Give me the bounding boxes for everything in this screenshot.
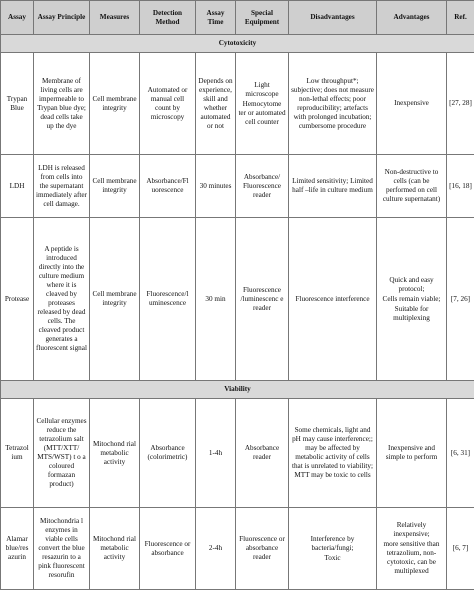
disadvantages-cell bbox=[289, 218, 377, 381]
disadvantages-line: Some chemicals, light and pH may cause interference;; may be affected by metabolic activity of cells that is unrelated to viability; MTT may be toxic to cells bbox=[291, 426, 374, 479]
disadvantages-line: Limited sensitivity; Limited half –life in culture medium bbox=[292, 177, 373, 194]
equipment-cell bbox=[236, 508, 289, 590]
disadvantages-line: Toxic bbox=[324, 553, 341, 562]
principle-cell: A peptide is introduced directly into the culture medium where it is cleaved by proteases released by dead cells. The cleaved product generates a fluorescent signal bbox=[34, 218, 90, 381]
advantages-line: Quick and easy protocol; bbox=[389, 275, 434, 293]
header-detection: Detection Method bbox=[140, 1, 196, 35]
ref-cell: [27, 28] bbox=[447, 53, 474, 155]
equipment-line: Fluorescence or absorbance reader bbox=[239, 535, 285, 561]
assay-cell: Trypan Blue bbox=[1, 53, 34, 155]
header-assay: Assay bbox=[1, 1, 34, 35]
ref-cell: [7, 26] bbox=[447, 218, 474, 381]
header-advantages: Advantages bbox=[377, 1, 447, 35]
time-cell: 2-4h bbox=[196, 508, 236, 590]
principle-cell: Cellular enzymes reduce the tetrazolium salt (MTT/XTT/ MTS/WST) t o a coloured formazan product) bbox=[34, 399, 90, 508]
disadvantages-cell bbox=[289, 53, 377, 155]
measures-cell: Mitochond rial metabolic activity bbox=[90, 508, 140, 590]
ref-cell: [16, 18] bbox=[447, 155, 474, 218]
equipment-line: Hemocytome ter or automated cell counter bbox=[238, 99, 286, 126]
advantages-line: Relatively inexpensive; bbox=[393, 521, 430, 538]
detection-cell: Automated or manual cell count by microscopy bbox=[140, 53, 196, 155]
advantages-cell bbox=[377, 399, 447, 508]
equipment-cell bbox=[236, 155, 289, 218]
time-cell: Depends on experience, skill and whether automated or not bbox=[196, 53, 236, 155]
equipment-line: Absorbance/ Fluorescence reader bbox=[243, 172, 281, 199]
principle-cell: LDH is released from cells into the supernatant immediately after cell damage. bbox=[34, 155, 90, 218]
assay-cell: LDH bbox=[1, 155, 34, 218]
disadvantages-line: Low throughput*; subjective; does not measure non-lethal effects; poor reproducibility; artefacts with prolonged incubation; cumbersome procedure bbox=[291, 76, 374, 130]
time-cell: 30 minutes bbox=[196, 155, 236, 218]
advantages-line: Cells remain viable; bbox=[382, 294, 441, 303]
equipment-line: Fluorescence /luminescenc e reader bbox=[240, 285, 284, 312]
ref-cell: [6, 7] bbox=[447, 508, 474, 590]
measures-cell: Mitochond rial metabolic activity bbox=[90, 399, 140, 508]
advantages-cell bbox=[377, 218, 447, 381]
header-equipment: Special Equipment bbox=[236, 1, 289, 35]
advantages-line: Non-destructive to cells (can be performed on cell culture supernatant) bbox=[382, 168, 441, 203]
assay-cell: Alamar blue/res azurin bbox=[1, 508, 34, 590]
disadvantages-line: Fluorescence interference bbox=[295, 294, 370, 303]
header-time: Assay Time bbox=[196, 1, 236, 35]
measures-cell: Cell membrane integrity bbox=[90, 155, 140, 218]
advantages-line: Suitable for multiplexing bbox=[393, 304, 430, 322]
section-title-viability: Viability bbox=[1, 381, 474, 399]
detection-cell: Fluorescence or absorbance bbox=[140, 508, 196, 590]
table-row bbox=[1, 155, 474, 218]
detection-cell: Absorbance/Fl uorescence bbox=[140, 155, 196, 218]
principle-cell: Mitochondria l enzymes in viable cells convert the blue resazurin to a pink fluorescent resorufin bbox=[34, 508, 90, 590]
assay-cell: Protease bbox=[1, 218, 34, 381]
table-row bbox=[1, 53, 474, 155]
section-row-cytotoxicity bbox=[1, 35, 474, 53]
disadvantages-cell bbox=[289, 508, 377, 590]
section-row-viability bbox=[1, 381, 474, 399]
header-disadvantages: Disadvantages bbox=[289, 1, 377, 35]
table-row bbox=[1, 508, 474, 590]
principle-cell: Membrane of living cells are impermeable to Trypan blue dye; dead cells take up the dye bbox=[34, 53, 90, 155]
advantages-cell bbox=[377, 508, 447, 590]
table-row bbox=[1, 399, 474, 508]
equipment-cell bbox=[236, 218, 289, 381]
ref-cell: [6, 31] bbox=[447, 399, 474, 508]
advantages-cell bbox=[377, 155, 447, 218]
table-row bbox=[1, 218, 474, 381]
time-cell: 30 min bbox=[196, 218, 236, 381]
header-ref: Ref. bbox=[447, 1, 474, 35]
measures-cell: Cell membrane integrity bbox=[90, 53, 140, 155]
advantages-line: more sensitive than tetrazolium, non-cytotoxic, can be multiplexed bbox=[383, 540, 440, 575]
time-cell: 1-4h bbox=[196, 399, 236, 508]
advantages-cell bbox=[377, 53, 447, 155]
disadvantages-cell bbox=[289, 155, 377, 218]
measures-cell: Cell membrane integrity bbox=[90, 218, 140, 381]
equipment-line: Absorbance reader bbox=[244, 444, 280, 461]
advantages-line: Inexpensive bbox=[394, 99, 429, 107]
section-title-cytotoxicity: Cytotoxicity bbox=[1, 35, 474, 53]
disadvantages-cell bbox=[289, 399, 377, 508]
detection-cell: Absorbance (colorimetric) bbox=[140, 399, 196, 508]
header-principle: Assay Principle bbox=[34, 1, 90, 35]
header-row bbox=[1, 1, 474, 35]
equipment-cell bbox=[236, 53, 289, 155]
assay-cell: Tetrazol ium bbox=[1, 399, 34, 508]
disadvantages-line: Interference by bacteria/fungi; bbox=[310, 534, 355, 552]
header-measures: Measures bbox=[90, 1, 140, 35]
detection-cell: Fluorescence/l uminescence bbox=[140, 218, 196, 381]
equipment-line: Light microscope bbox=[245, 80, 279, 98]
advantages-line: Inexpensive and simple to perform bbox=[385, 444, 438, 461]
equipment-cell bbox=[236, 399, 289, 508]
